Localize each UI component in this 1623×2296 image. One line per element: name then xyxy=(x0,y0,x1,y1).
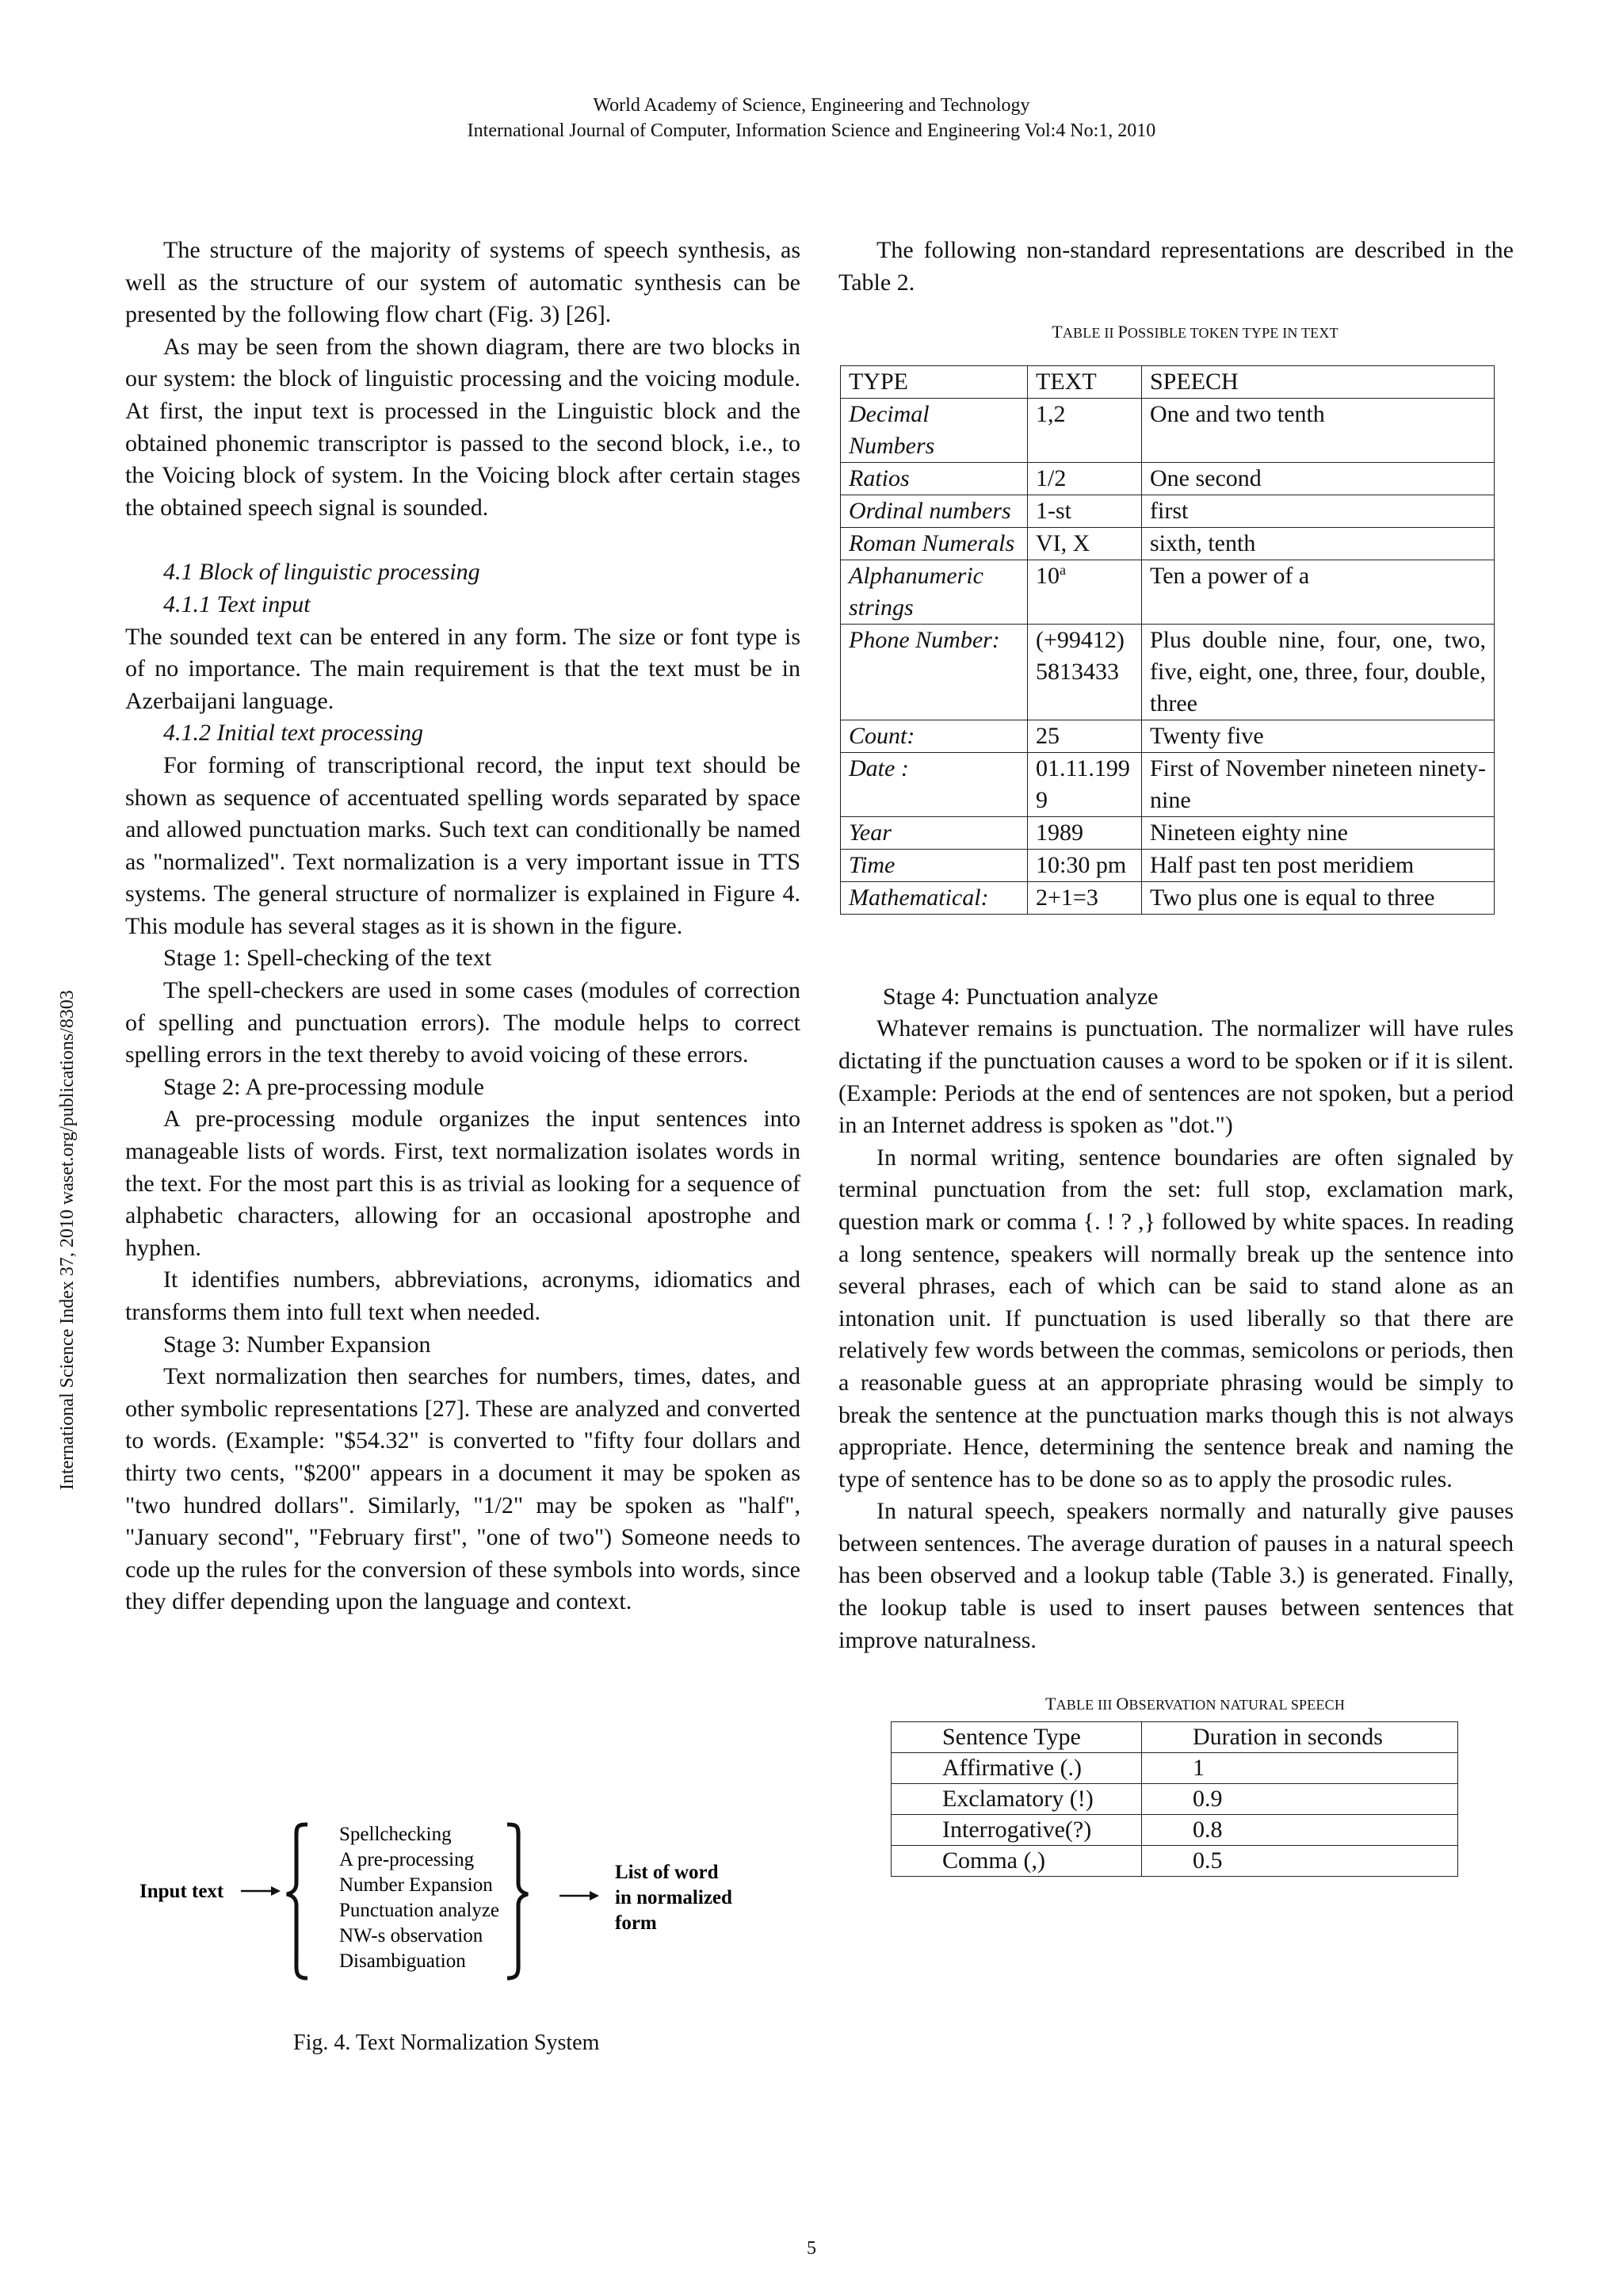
table-row xyxy=(841,624,1495,720)
subsection-heading: 4.1.1 Text input xyxy=(163,590,311,617)
table-row xyxy=(841,881,1495,914)
table-cell: Decimal Numbers xyxy=(841,398,1028,462)
table-cell: Half past ten post meridiem xyxy=(1142,849,1495,881)
table-cell: One and two tenth xyxy=(1142,398,1495,462)
table-header: TEXT xyxy=(1028,365,1142,398)
paragraph: For forming of transcriptional record, the input text should be shown as sequence of accentuated spelling words separated by space and allowed punctuation marks. Such text can conditionally be named as "normalized". Text normalization is a very important issue in TTS systems. The general structure of normalizer is explained in Figure 4. This module has several stages as it is shown in the figure. xyxy=(125,751,800,939)
paragraph: The spell-checkers are used in some cases (modules of correction of spelling and punctuation errors). The module helps to correct spelling errors in the text thereby to avoid voicing of these errors. xyxy=(125,977,800,1068)
table-header: Duration in seconds xyxy=(1142,1721,1458,1752)
table-row xyxy=(841,816,1495,849)
table-row xyxy=(841,720,1495,752)
output-line: form xyxy=(615,1912,657,1934)
table-header: Sentence Type xyxy=(892,1721,1142,1752)
table-cell: 01.11.1999 xyxy=(1028,752,1142,816)
table-cell: 0.8 xyxy=(1142,1814,1458,1845)
table-cell: Exclamatory (!) xyxy=(892,1783,1142,1814)
table-cell: Ten a power of a xyxy=(1142,560,1495,624)
table-cell: sixth, tenth xyxy=(1142,527,1495,560)
table-header-row xyxy=(841,365,1495,398)
table-cell: 10$^a$ xyxy=(1028,560,1142,624)
table3-caption: TABLE III OBSERVATION NATURAL SPEECH xyxy=(1044,1694,1346,1714)
paragraph: It identifies numbers, abbreviations, acronyms, idiomatics and transforms them into full text when needed. xyxy=(125,1266,800,1325)
paragraph: Whatever remains is punctuation. The normalizer will have rules dictating if the punctuation causes a word to be spoken or if it is silent. (Example: Periods at the end of sentences are not spoken, but a period in an Internet address is spoken as "dot.") xyxy=(838,1015,1514,1139)
table-cell: 25 xyxy=(1028,720,1142,752)
table-cell: 0.5 xyxy=(1142,1845,1458,1876)
paragraph: In natural speech, speakers normally and naturally give pauses between sentences. The average duration of pauses in a natural speech has been observed and a lookup table (Table 3.) is generated. Finally, the lookup table is used to insert pauses between sentences that improve naturalness. xyxy=(838,1498,1514,1653)
table-cell: 2+1=3 xyxy=(1028,881,1142,914)
stage-heading: Stage 3: Number Expansion xyxy=(163,1331,431,1358)
table-cell: Affirmative (.) xyxy=(892,1752,1142,1783)
table-cell: Phone Number: xyxy=(841,624,1028,720)
table-row xyxy=(892,1814,1458,1845)
table-cell: Date : xyxy=(841,752,1028,816)
table-cell: 1989 xyxy=(1028,816,1142,849)
table-cell: (+99412)5813433 xyxy=(1028,624,1142,720)
stage-item: Punctuation analyze xyxy=(339,1900,500,1921)
table-header-row xyxy=(892,1721,1458,1752)
table-header: TYPE xyxy=(841,365,1028,398)
table-header: SPEECH xyxy=(1142,365,1495,398)
table-cell: 1,2 xyxy=(1028,398,1142,462)
page-number: 5 xyxy=(807,2238,816,2259)
left-brace-icon xyxy=(287,1824,307,1978)
subsection-heading: 4.1.2 Initial text processing xyxy=(163,720,424,747)
table-cell: One second xyxy=(1142,462,1495,495)
table-row xyxy=(841,849,1495,881)
figure-input-label: Input text xyxy=(139,1881,224,1902)
table-cell: Roman Numerals xyxy=(841,527,1028,560)
paragraph: The structure of the majority of systems of speech synthesis, as well as the structure of our system of automatic synthesis can be presented by the following flow chart (Fig. 3) [26]. xyxy=(125,237,800,328)
table2-caption: TABLE II POSSIBLE TOKEN TYPE IN TEXT xyxy=(1052,322,1338,342)
paragraph: In normal writing, sentence boundaries are often signaled by terminal punctuation from the set: full stop, exclamation mark, question mark or comma {. ! ? ,} followed by white spaces. In reading a long sentence, speakers will normally break up the sentence into several phrases, each of which can be said to stand alone as an intonation unit. If punctuation is used liberally so that there are relatively few words between the commas, semicolons or periods, then a reasonable guess at an appropriate phrasing would be simply to break the sentence at the punctuation marks though this is not always appropriate. Hence, determining the sentence break and naming the type of sentence has to be done so as to apply the prosodic rules. xyxy=(838,1144,1514,1492)
output-line: in normalized xyxy=(615,1887,732,1908)
table-row xyxy=(892,1845,1458,1876)
stage-heading: Stage 1: Spell-checking of the text xyxy=(163,945,492,972)
table-cell: First of November nineteen ninety-nine xyxy=(1142,752,1495,816)
table-cell: Plus double nine, four, one, two, five, eight, one, three, four, double, three xyxy=(1142,624,1495,720)
figure-output-label xyxy=(615,1862,732,1934)
superscript: a xyxy=(1060,561,1066,578)
table-row xyxy=(892,1752,1458,1783)
table-cell: Twenty five xyxy=(1142,720,1495,752)
paragraph: As may be seen from the shown diagram, there are two blocks in our system: the block of linguistic processing and the voicing module. At first, the input text is processed in the Linguistic block and the obtained phonemic transcriptor is passed to the second block, i.e., to the Voicing block of system. In the Voicing block after certain stages the obtained speech signal is sounded. xyxy=(125,333,800,521)
table-cell: Year xyxy=(841,816,1028,849)
sidebar-citation: International Science Index 37, 2010 waset.org/publications/8303 xyxy=(57,990,78,1490)
table-cell: Time xyxy=(841,849,1028,881)
table-cell: Mathematical: xyxy=(841,881,1028,914)
output-line: List of word xyxy=(615,1862,719,1883)
table-row xyxy=(841,462,1495,495)
stage-item: NW-s observation xyxy=(339,1925,483,1946)
paragraph: The following non-standard representations are described in the Table 2. xyxy=(838,237,1514,296)
stage-item: Spellchecking xyxy=(339,1824,452,1845)
table-cell: Count: xyxy=(841,720,1028,752)
normalization-stage-list xyxy=(339,1824,499,1972)
table-row xyxy=(892,1783,1458,1814)
journal-header-line1: World Academy of Science, Engineering and Technology xyxy=(593,95,1030,116)
table-cell: Comma (,) xyxy=(892,1845,1142,1876)
table-cell: Interrogative(?) xyxy=(892,1814,1142,1845)
table-cell: 1-st xyxy=(1028,495,1142,527)
paragraph: Text normalization then searches for numbers, times, dates, and other symbolic representations [27]. These are analyzed and converted to words. (Example: "$54.32" is converted to "fifty four dollars and thirty two cents, "$200" appears in a document it may be spoken as "two hundred dollars". Similarly, "1/2" may be spoken as "half", "January second", "February first", "one of two") Someone needs to code up the rules for the conversion of these symbols into words, since they differ depending upon the language and context. xyxy=(125,1363,800,1615)
stage-heading: Stage 2: A pre-processing module xyxy=(163,1073,484,1100)
paragraph: The sounded text can be entered in any form. The size or font type is of no importance. The main requirement is that the text must be in Azerbaijani language. xyxy=(125,623,800,714)
section-heading: 4.1 Block of linguistic processing xyxy=(163,559,480,586)
right-column xyxy=(838,235,1514,1877)
table-cell: first xyxy=(1142,495,1495,527)
right-brace-icon xyxy=(507,1824,528,1978)
table-cell: Nineteen eighty nine xyxy=(1142,816,1495,849)
table-cell: Alphanumeric strings xyxy=(841,560,1028,624)
table3-observation xyxy=(891,1721,1458,1877)
table2-token-types xyxy=(840,365,1495,915)
figure-caption: Fig. 4. Text Normalization System xyxy=(293,2030,600,2055)
stage-item: A pre-processing xyxy=(339,1849,475,1870)
table-cell: Ratios xyxy=(841,462,1028,495)
table-row xyxy=(841,398,1495,462)
stage-item: Disambiguation xyxy=(339,1950,466,1972)
table-cell: 1/2 xyxy=(1028,462,1142,495)
table-row xyxy=(841,560,1495,624)
table-cell: VI, X xyxy=(1028,527,1142,560)
stage-heading: Stage 4: Punctuation analyze xyxy=(883,983,1159,1010)
table-row xyxy=(841,495,1495,527)
stage-item: Number Expansion xyxy=(339,1874,493,1896)
arrowhead-icon xyxy=(590,1891,599,1901)
text-normalization-diagram xyxy=(139,1820,773,1994)
left-column xyxy=(125,235,800,1618)
arrowhead-icon xyxy=(271,1886,281,1896)
table-row xyxy=(841,752,1495,816)
paragraph: A pre-processing module organizes the input sentences into manageable lists of words. First, text normalization isolates words in the text. For the most part this is as trivial as looking for a sequence of alphabetic characters, allowing for an occasional apostrophe and hyphen. xyxy=(125,1106,800,1261)
table-cell: 10:30 pm xyxy=(1028,849,1142,881)
table-cell: Two plus one is equal to three xyxy=(1142,881,1495,914)
table-cell: 1 xyxy=(1142,1752,1458,1783)
table-cell: Ordinal numbers xyxy=(841,495,1028,527)
table-row xyxy=(841,527,1495,560)
journal-header-line2: International Journal of Computer, Information Science and Engineering Vol:4 No:1, 2010 xyxy=(467,120,1156,141)
table-cell: 0.9 xyxy=(1142,1783,1458,1814)
